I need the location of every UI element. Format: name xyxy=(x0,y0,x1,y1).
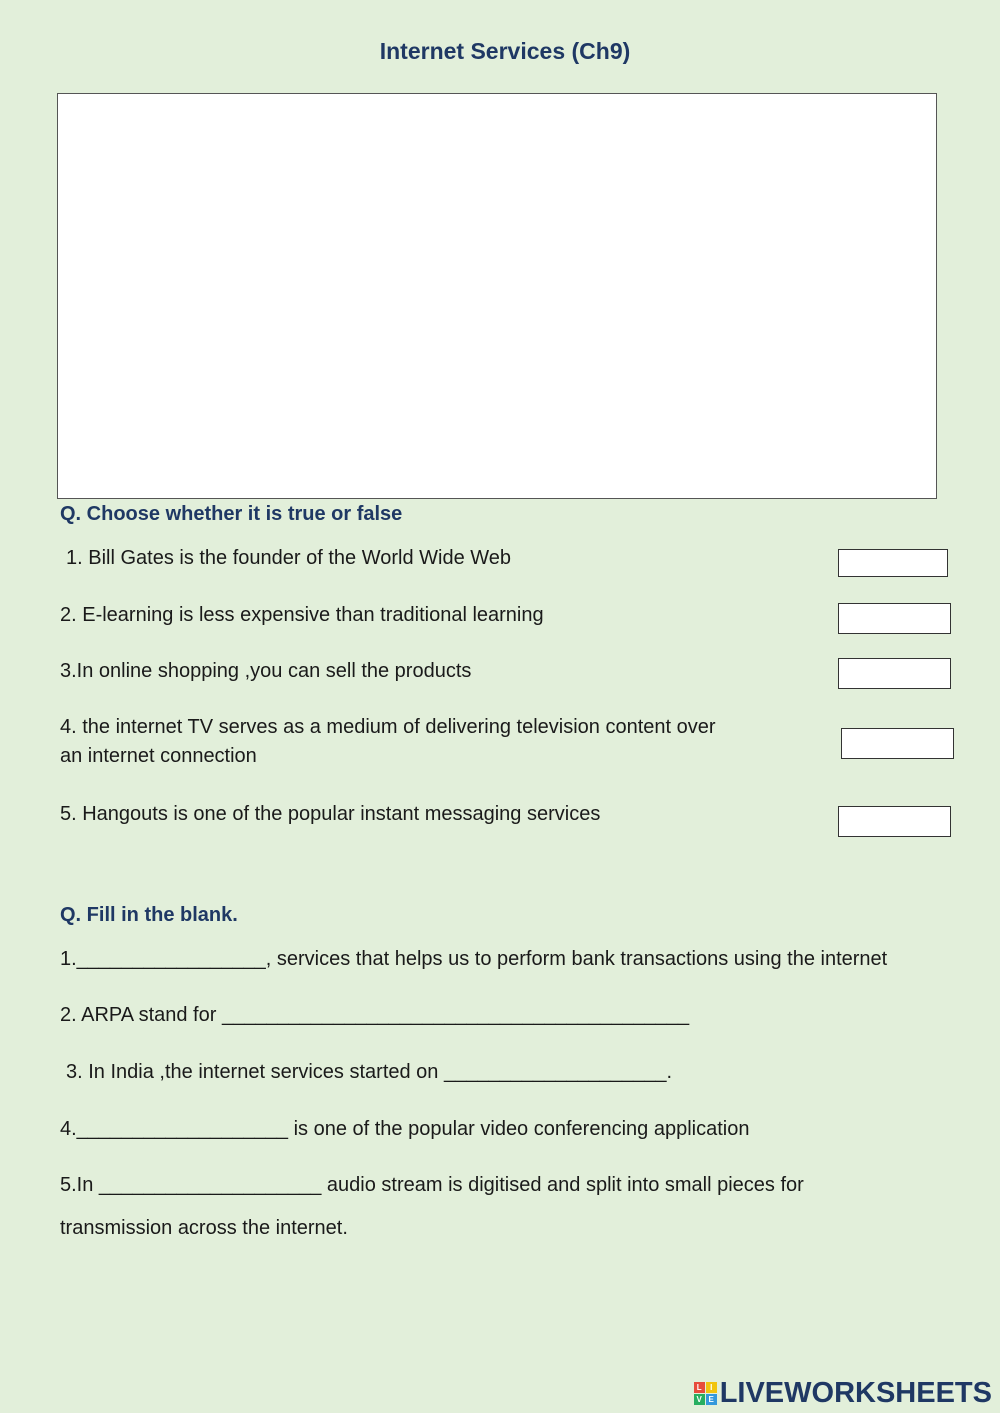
fb-question-4: 4.___________________ is one of the popular video conferencing application xyxy=(60,1118,750,1140)
worksheet-title: Internet Services (Ch9) xyxy=(379,38,631,64)
true-false-heading: Q. Choose whether it is true or false xyxy=(60,503,403,525)
logo-mark-i: I xyxy=(706,1382,717,1393)
tf-answer-4[interactable] xyxy=(841,728,954,759)
liveworksheets-logo xyxy=(694,1375,992,1411)
fill-blank-heading: Q. Fill in the blank. xyxy=(60,904,238,926)
tf-question-1: 1. Bill Gates is the founder of the World Wide Web xyxy=(66,547,512,569)
tf-answer-1[interactable] xyxy=(838,549,948,577)
fb-question-3: 3. In India ,the internet services started on ____________________. xyxy=(66,1061,673,1083)
tf-question-3: 3.In online shopping ,you can sell the products xyxy=(60,660,472,682)
tf-answer-5[interactable] xyxy=(838,806,951,837)
tf-question-5: 5. Hangouts is one of the popular instant messaging services xyxy=(60,803,601,825)
fb-question-1: 1._________________, services that helps us to perform bank transactions using the internet xyxy=(60,948,888,970)
fb-question-5-line-1: 5.In ____________________ audio stream is digitised and split into small pieces for xyxy=(60,1174,804,1196)
logo-text: LIVEWORKSHEETS xyxy=(719,1376,992,1409)
media-placeholder xyxy=(57,93,937,499)
fb-question-2: 2. ARPA stand for __________________________________________ xyxy=(60,1004,690,1026)
logo-mark-icon xyxy=(694,1382,717,1405)
tf-answer-3[interactable] xyxy=(838,658,951,689)
logo-mark-l: L xyxy=(694,1382,705,1393)
tf-question-4-line-1: 4. the internet TV serves as a medium of delivering television content over xyxy=(60,716,716,738)
logo-mark-e: E xyxy=(706,1394,717,1405)
tf-answer-2[interactable] xyxy=(838,603,951,634)
tf-question-4-line-2: an internet connection xyxy=(60,745,257,767)
fb-question-5-line-2: transmission across the internet. xyxy=(60,1217,348,1239)
tf-question-2: 2. E-learning is less expensive than traditional learning xyxy=(60,604,544,626)
logo-mark-v: V xyxy=(694,1394,705,1405)
